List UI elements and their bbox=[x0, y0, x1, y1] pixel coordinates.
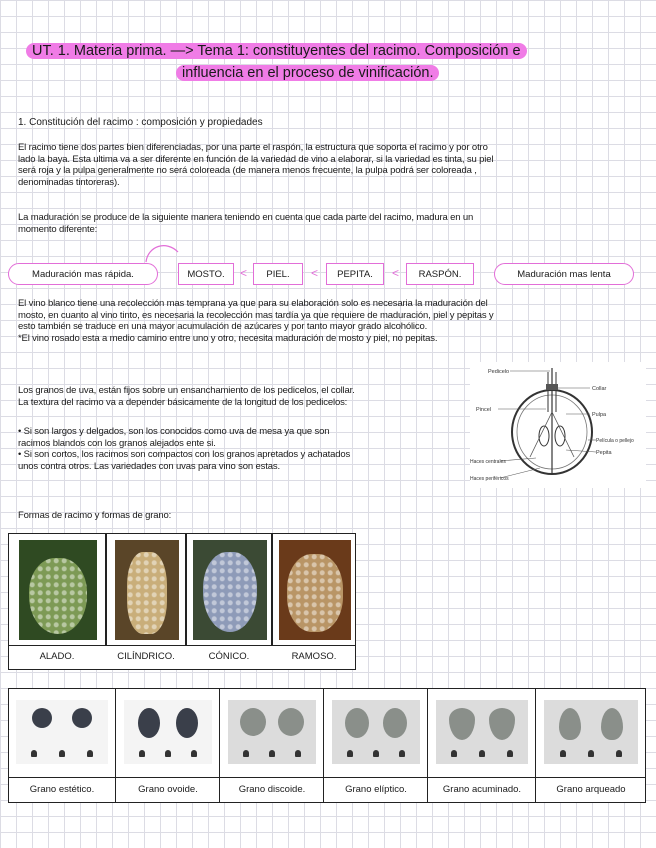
page-title-line-1 bbox=[26, 41, 527, 61]
grano-caption: Grano elíptico. bbox=[345, 784, 407, 795]
text-line: será roja y la pulpa generalmente no será coloreada (de manera menos frecuente, la pulpa podrá ser coloreada , bbox=[18, 165, 477, 177]
grape-bunch-image bbox=[127, 552, 167, 634]
grano-photo bbox=[332, 700, 420, 764]
forms-heading: Formas de racimo y formas de grano: bbox=[18, 510, 172, 521]
grape-berry bbox=[489, 708, 515, 740]
grano-cell bbox=[324, 688, 428, 803]
page-title-line-2 bbox=[176, 63, 439, 83]
text-line: El racimo tiene dos partes bien diferenciadas, por una parte el raspón, la estructura que soporta el racimo y por otro bbox=[18, 142, 488, 153]
grape-bunch-image bbox=[203, 552, 257, 632]
grape-berry bbox=[449, 708, 475, 740]
grano-photo bbox=[124, 700, 212, 764]
title-highlight: UT. 1. Materia prima. —> Tema 1: constituyentes del racimo. Composición e bbox=[26, 43, 527, 59]
grape-seed bbox=[165, 750, 171, 757]
text-line: denominadas tintoreras). bbox=[18, 176, 120, 188]
grano-cell bbox=[536, 688, 646, 803]
grape-anatomy-diagram bbox=[470, 362, 646, 488]
grano-forms-table bbox=[8, 688, 646, 803]
diagram-label: Pepita bbox=[596, 450, 612, 456]
grape-seed bbox=[87, 750, 93, 757]
grano-photo bbox=[544, 700, 638, 764]
grano-caption: Grano discoide. bbox=[238, 784, 306, 795]
grape-seed bbox=[295, 750, 301, 757]
node-mosto: MOSTO. bbox=[178, 263, 234, 285]
grape-berry bbox=[176, 708, 198, 738]
bullet-list bbox=[18, 426, 468, 472]
grano-photo bbox=[16, 700, 108, 764]
less-than-sign: < bbox=[240, 266, 248, 280]
racimo-caption: CILÍNDRICO. bbox=[117, 651, 175, 662]
node-piel: PIEL. bbox=[253, 263, 303, 285]
text-line: esto también se traduce en una mayor acumulación de azúcares y por tanto mayor grado alcohólico. bbox=[18, 321, 428, 333]
grano-caption: Grano estético. bbox=[29, 784, 95, 795]
grape-seed bbox=[191, 750, 197, 757]
bullet-item: • Si son largos y delgados, son los conocidos como uva de mesa ya que son bbox=[18, 426, 330, 437]
grape-seed bbox=[347, 750, 353, 757]
paragraph-racimo bbox=[18, 142, 643, 188]
text-line: *El vino rosado esta a medio camino entre uno y otro, necesita maduración de mosto y piel, no pepitas. bbox=[18, 332, 438, 344]
grape-seed bbox=[560, 750, 566, 757]
grape-berry bbox=[559, 708, 581, 740]
grape-seed bbox=[373, 750, 379, 757]
racimo-photo-alado bbox=[19, 540, 97, 640]
grape-berry bbox=[138, 708, 160, 738]
diagram-label: Pulpa bbox=[592, 412, 607, 418]
grape-seed bbox=[59, 750, 65, 757]
grano-caption: Grano arqueado bbox=[556, 784, 626, 795]
grano-photo bbox=[436, 700, 528, 764]
grape-berry bbox=[345, 708, 369, 738]
diagram-label: Película o pellejo bbox=[596, 438, 634, 444]
grape-berry bbox=[32, 708, 52, 728]
racimo-cell bbox=[186, 533, 272, 646]
text-line: Los granos de uva, están fijos sobre un ensanchamiento de los pedicelos, el collar. bbox=[18, 385, 355, 396]
bullet-item-cont: racimos blandos con los granos alejados ente si. bbox=[18, 437, 216, 449]
diagram-label: Pedicelo bbox=[488, 369, 510, 375]
grano-cell bbox=[8, 688, 116, 803]
text-line: lado la baya. Esta ultima va a ser diferente en función de la variedad de vino a elaborar, si la variedad es tinta, su piel bbox=[18, 153, 494, 165]
grape-seed bbox=[479, 750, 485, 757]
fast-maturation-label: Maduración mas rápida. bbox=[8, 263, 158, 285]
text-line: La maduración se produce de la siguiente manera teniendo en cuenta que cada parte del racimo, madura en un bbox=[18, 212, 474, 223]
grano-photo bbox=[228, 700, 316, 764]
grape-berry bbox=[72, 708, 92, 728]
bullet-item: • Si son cortos, los racimos son compactos con los granos apretados y achatados bbox=[18, 449, 351, 461]
diagram-label: Pincel bbox=[476, 407, 491, 413]
grano-cell bbox=[116, 688, 220, 803]
racimo-cell bbox=[8, 533, 106, 646]
diagram-label: Haces centrales bbox=[470, 459, 506, 465]
grape-seed bbox=[588, 750, 594, 757]
racimo-photo-ramoso bbox=[279, 540, 351, 640]
racimo-cell bbox=[272, 533, 356, 646]
curved-arrow-icon bbox=[140, 238, 190, 266]
text-line: La textura del racimo va a depender básicamente de la longitud de los pedicelos: bbox=[18, 396, 348, 408]
grape-berry bbox=[278, 708, 304, 736]
slow-maturation-label: Maduración mas lenta bbox=[494, 263, 634, 285]
grape-seed bbox=[451, 750, 457, 757]
grape-anatomy-illustration bbox=[470, 362, 646, 488]
racimo-photo-cilindrico bbox=[115, 540, 179, 640]
text-line: mosto, en cuanto al vino tinto, es necesaria la recolección mas tardía ya que requiere de maduración, piel y pepitas y bbox=[18, 309, 494, 321]
less-than-sign: < bbox=[392, 266, 400, 280]
racimo-caption: ALADO. bbox=[39, 651, 75, 662]
text-line: El vino blanco tiene una recolección mas temprana ya que para su elaboración solo es necesaria la maduración del bbox=[18, 298, 488, 309]
text-line: momento diferente: bbox=[18, 223, 98, 235]
grano-cell bbox=[220, 688, 324, 803]
grape-bunch-image bbox=[287, 554, 343, 632]
grape-seed bbox=[31, 750, 37, 757]
grape-seed bbox=[616, 750, 622, 757]
less-than-sign: < bbox=[311, 266, 319, 280]
paragraph-maduracion bbox=[18, 212, 643, 235]
grano-caption: Grano acuminado. bbox=[442, 784, 522, 795]
grano-cell bbox=[428, 688, 536, 803]
racimo-forms-table bbox=[8, 533, 356, 670]
racimo-photo-conico bbox=[193, 540, 267, 640]
node-pepita: PEPITA. bbox=[326, 263, 384, 285]
node-raspon: RASPÓN. bbox=[406, 263, 474, 285]
section-heading: 1. Constitución del racimo : composición y propiedades bbox=[18, 117, 263, 128]
grape-seed bbox=[269, 750, 275, 757]
grano-caption: Grano ovoide. bbox=[138, 784, 198, 795]
grape-bunch-image bbox=[29, 558, 87, 634]
bullet-item-cont: unos contra otros. Las variedades con uvas para vino son estas. bbox=[18, 460, 280, 472]
grape-berry bbox=[383, 708, 407, 738]
grape-seed bbox=[507, 750, 513, 757]
diagram-label: Collar bbox=[592, 386, 607, 392]
grape-seed bbox=[139, 750, 145, 757]
paragraph-granos bbox=[18, 385, 468, 408]
grape-seed bbox=[399, 750, 405, 757]
grape-seed bbox=[243, 750, 249, 757]
title-highlight-2: influencia en el proceso de vinificación. bbox=[176, 65, 439, 81]
racimo-caption: RAMOSO. bbox=[291, 651, 337, 662]
grape-berry bbox=[601, 708, 623, 740]
grape-berry bbox=[240, 708, 266, 736]
paragraph-vino-blanco bbox=[18, 298, 646, 344]
racimo-caption: CÓNICO. bbox=[208, 651, 250, 662]
racimo-cell bbox=[106, 533, 186, 646]
diagram-label: Haces periféricos bbox=[470, 476, 509, 482]
maturation-sequence bbox=[0, 263, 656, 287]
